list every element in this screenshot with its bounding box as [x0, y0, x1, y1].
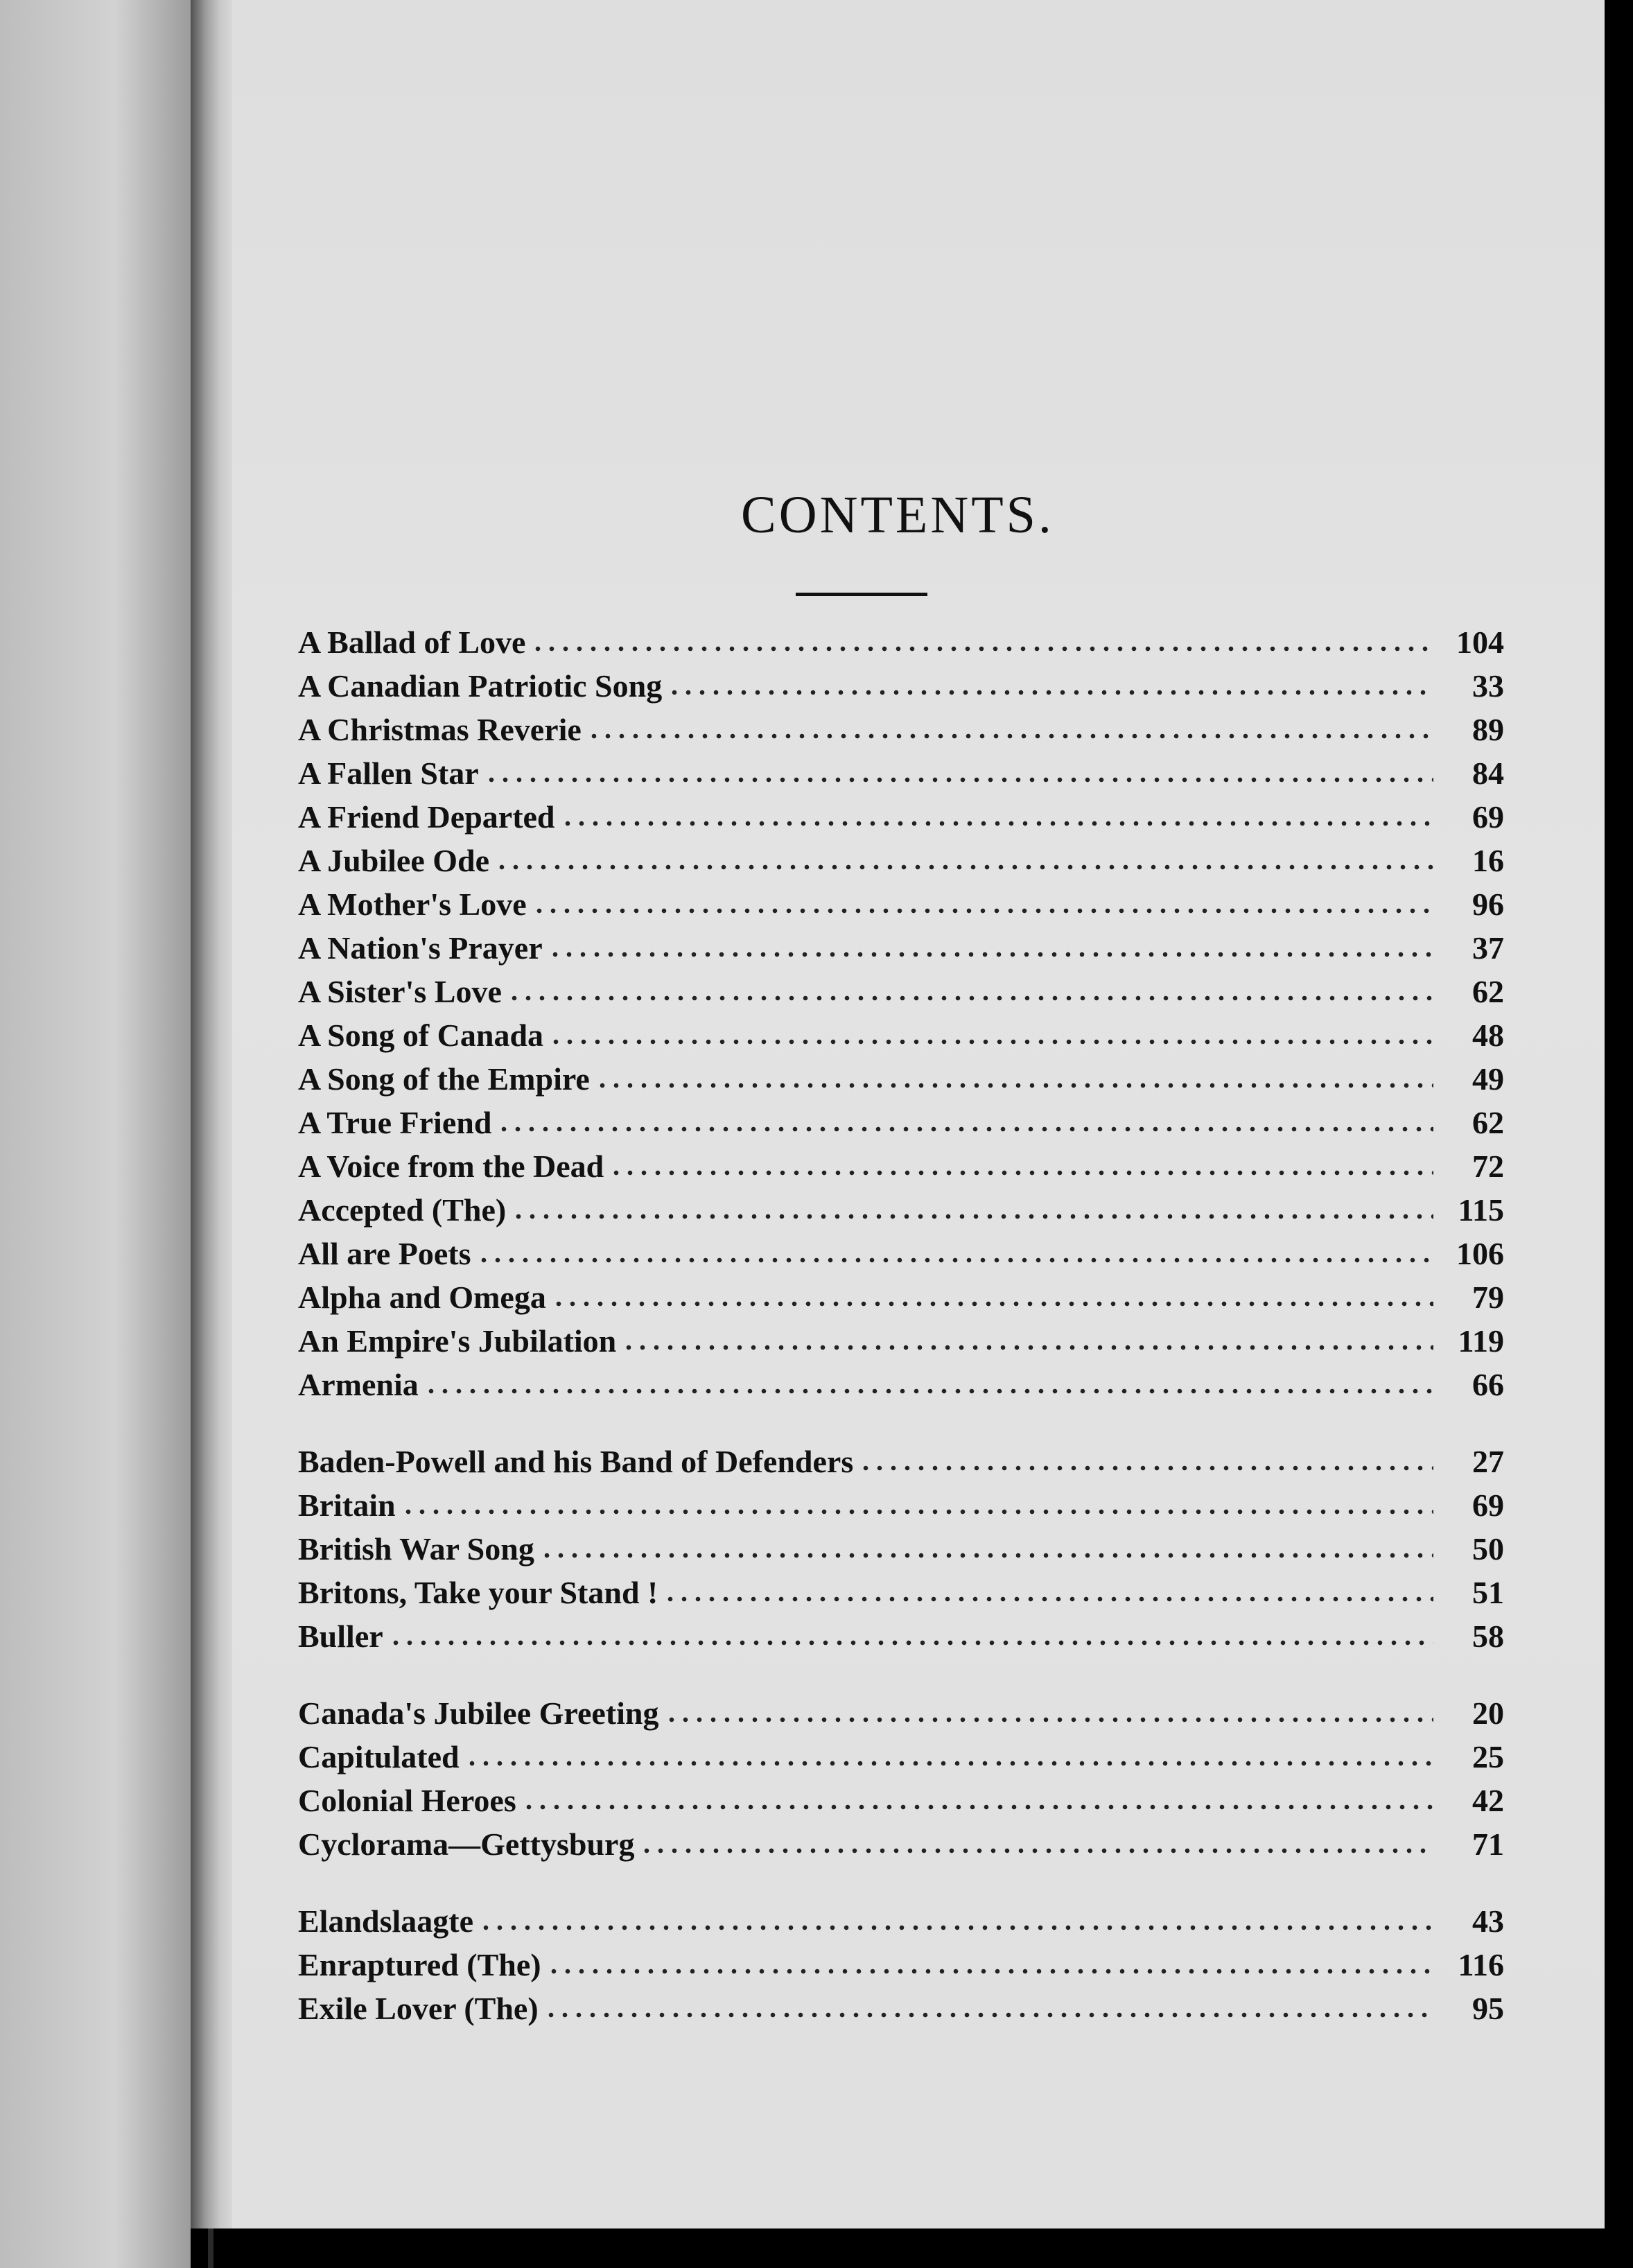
entry-page-number: 50	[1472, 1531, 1504, 1567]
toc-entry	[298, 1141, 1504, 1185]
entry-title: A Christmas Reverie	[298, 712, 582, 747]
entry-title: A Song of the Empire	[298, 1061, 590, 1097]
entry-title: A Voice from the Dead	[298, 1149, 604, 1184]
entry-page-number: 62	[1472, 974, 1504, 1009]
toc-entry	[298, 1567, 1504, 1611]
page-left-margin	[0, 0, 191, 2268]
entry-page-number: 62	[1472, 1105, 1504, 1140]
dot-leader	[549, 1037, 1433, 1047]
entry-title: A Fallen Star	[298, 756, 479, 791]
toc-entry	[298, 704, 1504, 748]
toc-entry	[298, 1731, 1504, 1775]
entry-page-number: 16	[1472, 843, 1504, 878]
toc-entry	[298, 879, 1504, 923]
toc-entry	[298, 1896, 1504, 1939]
entry-page-number: 42	[1472, 1783, 1504, 1818]
entry-title: Enraptured (The)	[298, 1947, 541, 1982]
entry-title: Colonial Heroes	[298, 1783, 516, 1818]
dot-leader	[547, 1966, 1433, 1976]
dot-leader	[389, 1638, 1433, 1648]
entry-title: A Song of Canada	[298, 1018, 544, 1053]
entry-title: A Nation's Prayer	[298, 930, 543, 966]
entry-page-number: 58	[1472, 1619, 1504, 1654]
entry-page-number: 33	[1472, 668, 1504, 704]
dot-leader	[401, 1507, 1433, 1517]
entry-title: Exile Lover (The)	[298, 1991, 539, 2026]
entry-title: Armenia	[298, 1367, 419, 1402]
entry-title: Alpha and Omega	[298, 1280, 546, 1315]
toc-entry	[298, 1436, 1504, 1480]
dot-leader	[561, 819, 1433, 828]
toc-entry	[298, 1359, 1504, 1403]
entry-page-number: 89	[1472, 712, 1504, 747]
entry-page-number: 69	[1472, 1488, 1504, 1523]
toc-entry	[298, 661, 1504, 704]
group-separator	[298, 1863, 1504, 1896]
entry-title: Canada's Jubilee Greeting	[298, 1695, 659, 1731]
entry-page-number: 116	[1458, 1947, 1504, 1982]
dot-leader	[640, 1846, 1433, 1856]
dot-leader	[548, 950, 1433, 959]
entry-page-number: 49	[1472, 1061, 1504, 1097]
contents-page	[191, 0, 1605, 2228]
toc-entry	[298, 1819, 1504, 1863]
dot-leader	[424, 1386, 1433, 1396]
dot-leader	[667, 688, 1433, 697]
dot-leader	[522, 1802, 1433, 1812]
dot-leader	[622, 1343, 1433, 1352]
toc-entry	[298, 1316, 1504, 1359]
dot-leader	[609, 1168, 1433, 1178]
entry-page-number: 37	[1472, 930, 1504, 966]
dot-leader	[540, 1551, 1433, 1560]
dot-leader	[552, 1299, 1433, 1309]
group-separator	[298, 1403, 1504, 1436]
entry-page-number: 119	[1458, 1323, 1504, 1359]
entry-title: All are Poets	[298, 1236, 471, 1271]
toc-entry	[298, 835, 1504, 879]
entry-page-number: 95	[1472, 1991, 1504, 2026]
dot-leader	[497, 1124, 1433, 1134]
toc-entry	[298, 1611, 1504, 1655]
entry-title: Cyclorama—Gettysburg	[298, 1826, 635, 1862]
toc-entry	[298, 1688, 1504, 1731]
entry-page-number: 79	[1472, 1280, 1504, 1315]
dot-leader	[544, 2010, 1433, 2020]
dot-leader	[587, 731, 1433, 741]
entry-title: Buller	[298, 1619, 383, 1654]
dot-leader	[479, 1923, 1433, 1933]
dot-leader	[595, 1081, 1433, 1090]
table-of-contents	[298, 617, 1504, 2027]
entry-title: Baden-Powell and his Band of Defenders	[298, 1444, 854, 1479]
toc-entry	[298, 1775, 1504, 1819]
entry-page-number: 71	[1472, 1826, 1504, 1862]
toc-entry	[298, 1054, 1504, 1097]
toc-entry	[298, 748, 1504, 792]
entry-title: A True Friend	[298, 1105, 492, 1140]
entry-title: A Jubilee Ode	[298, 843, 490, 878]
entry-page-number: 20	[1472, 1695, 1504, 1731]
dot-leader	[484, 775, 1433, 785]
entry-title: Britons, Take your Stand !	[298, 1575, 658, 1610]
toc-entry	[298, 1097, 1504, 1141]
entry-page-number: 51	[1472, 1575, 1504, 1610]
toc-entry	[298, 1185, 1504, 1228]
entry-page-number: 96	[1472, 887, 1504, 922]
entry-page-number: 69	[1472, 799, 1504, 835]
dot-leader	[507, 993, 1433, 1003]
toc-entry	[298, 923, 1504, 966]
entry-title: Elandslaagte	[298, 1903, 474, 1939]
entry-title: A Ballad of Love	[298, 625, 526, 660]
entry-page-number: 72	[1472, 1149, 1504, 1184]
page-gutter-shadow	[191, 0, 232, 2228]
toc-entry	[298, 1272, 1504, 1316]
entry-page-number: 25	[1472, 1739, 1504, 1774]
entry-page-number: 106	[1456, 1236, 1504, 1271]
group-separator	[298, 1655, 1504, 1688]
entry-title: Britain	[298, 1488, 396, 1523]
entry-page-number: 115	[1458, 1192, 1504, 1228]
entry-page-number: 84	[1472, 756, 1504, 791]
toc-entry	[298, 966, 1504, 1010]
toc-entry	[298, 1524, 1504, 1567]
entry-title: A Mother's Love	[298, 887, 527, 922]
entry-title: A Canadian Patriotic Song	[298, 668, 663, 704]
entry-page-number: 27	[1472, 1444, 1504, 1479]
entry-title: British War Song	[298, 1531, 534, 1567]
entry-title: An Empire's Jubilation	[298, 1323, 617, 1359]
entry-title: A Sister's Love	[298, 974, 502, 1009]
toc-entry	[298, 792, 1504, 835]
dot-leader	[859, 1463, 1433, 1473]
toc-entry	[298, 617, 1504, 661]
dot-leader	[495, 862, 1433, 872]
dot-leader	[532, 906, 1433, 916]
dot-leader	[531, 644, 1433, 654]
entry-page-number: 48	[1472, 1018, 1504, 1053]
toc-entry	[298, 1010, 1504, 1054]
dot-leader	[465, 1759, 1433, 1768]
entry-title: Capitulated	[298, 1739, 460, 1774]
entry-page-number: 43	[1472, 1903, 1504, 1939]
entry-page-number: 104	[1456, 625, 1504, 660]
toc-entry	[298, 1983, 1504, 2027]
toc-entry	[298, 1228, 1504, 1272]
dot-leader	[512, 1212, 1433, 1221]
dot-leader	[477, 1255, 1433, 1265]
dot-leader	[665, 1715, 1433, 1725]
toc-entry	[298, 1939, 1504, 1983]
page-title: CONTENTS.	[741, 486, 1054, 544]
entry-title: A Friend Departed	[298, 799, 555, 835]
title-rule	[796, 593, 927, 596]
entry-title: Accepted (The)	[298, 1192, 507, 1228]
dot-leader	[663, 1594, 1433, 1604]
entry-page-number: 66	[1472, 1367, 1504, 1402]
toc-entry	[298, 1480, 1504, 1524]
